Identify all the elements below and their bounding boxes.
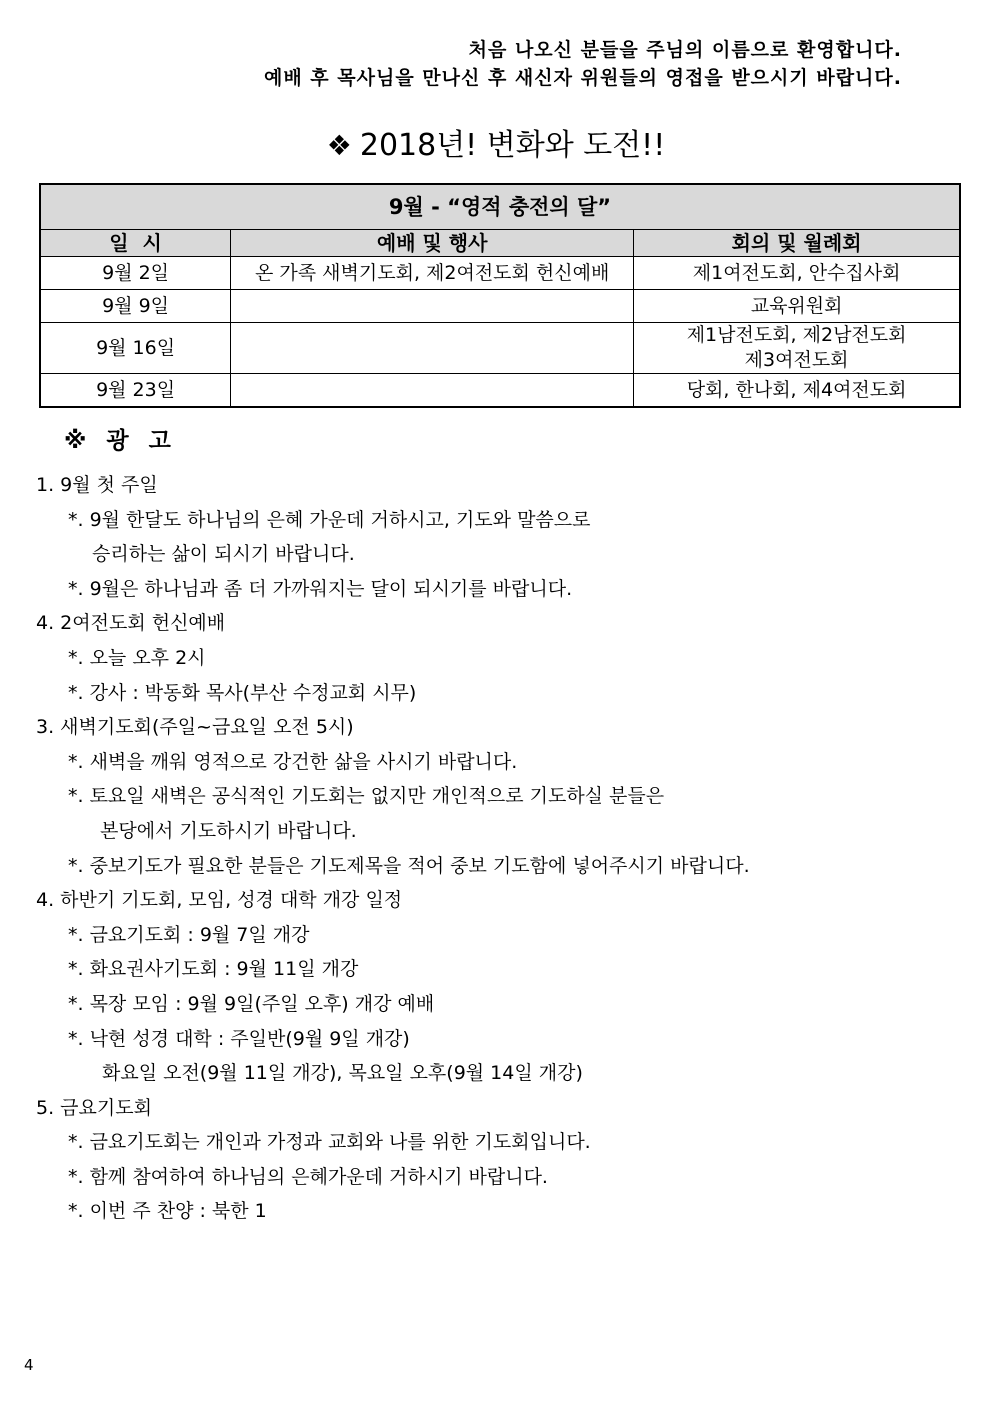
- row-date: 9월 16일: [40, 323, 231, 374]
- row-event: [231, 323, 634, 374]
- page-title-text: 2018년! 변화와 도전!!: [359, 128, 666, 163]
- list-item: *. 오늘 오후 2시: [68, 646, 206, 669]
- schedule-table: [39, 183, 961, 408]
- list-item-continuation: 승리하는 삶이 되시기 바랍니다.: [92, 543, 355, 566]
- schedule-column-headers: [40, 230, 960, 257]
- row-date: 9월 9일: [40, 290, 231, 323]
- welcome-line-2: 예배 후 목사님을 만나신 후 새신자 위원들의 영접을 받으시기 바랍니다.: [263, 67, 902, 89]
- list-item: *. 토요일 새벽은 공식적인 기도회는 없지만 개인적으로 기도하실 분들은: [68, 785, 665, 808]
- row-date: 9월 2일: [40, 257, 231, 290]
- row-meeting: [634, 323, 960, 374]
- welcome-message: [102, 36, 902, 92]
- section-title: 3. 새벽기도회(주일~금요일 오전 5시): [36, 716, 354, 739]
- month-title: 9월 - “영적 충전의 달”: [40, 184, 960, 230]
- page-number: 4: [24, 1356, 34, 1374]
- header-meeting: 회의 및 월례회: [634, 230, 960, 257]
- table-row: [40, 290, 960, 323]
- section-title: 5. 금요기도회: [36, 1096, 152, 1119]
- row-meeting: 당회, 한나회, 제4여전도회: [634, 374, 960, 408]
- list-item: *. 함께 참여하여 하나님의 은혜가운데 거하시기 바랍니다.: [68, 1165, 548, 1188]
- list-item: *. 낙현 성경 대학 : 주일반(9월 9일 개강): [68, 1027, 410, 1050]
- list-item: *. 목장 모임 : 9월 9일(주일 오후) 개강 예배: [68, 992, 435, 1015]
- list-item: *. 9월 한달도 하나님의 은혜 가운데 거하시고, 기도와 말씀으로: [68, 508, 591, 531]
- table-row: [40, 323, 960, 374]
- welcome-line-1: 처음 나오신 분들을 주님의 이름으로 환영합니다.: [468, 39, 902, 61]
- section-title: 4. 하반기 기도회, 모임, 성경 대학 개강 일정: [36, 889, 403, 912]
- list-item: *. 이번 주 찬양 : 북한 1: [68, 1200, 267, 1223]
- row-meeting: 교육위원회: [634, 290, 960, 323]
- header-event: 예배 및 행사: [231, 230, 634, 257]
- list-item: *. 금요기도회는 개인과 가정과 교회와 나를 위한 기도회입니다.: [68, 1131, 591, 1154]
- row-event: [231, 290, 634, 323]
- list-item: *. 새벽을 깨워 영적으로 강건한 삶을 사시기 바랍니다.: [68, 750, 518, 773]
- diamond-icon: ❖: [326, 129, 352, 162]
- header-date: 일 시: [40, 230, 231, 257]
- row-meeting-line-1: 제1남전도회, 제2남전도회: [686, 324, 907, 346]
- section-title: 4. 2여전도회 헌신예배: [36, 612, 226, 635]
- schedule-month-header: [40, 184, 960, 230]
- row-event: [231, 374, 634, 408]
- row-meeting: 제1여전도회, 안수집사회: [634, 257, 960, 290]
- list-item: *. 강사 : 박동화 목사(부산 수정교회 시무): [68, 681, 417, 704]
- section-title: 1. 9월 첫 주일: [36, 474, 158, 496]
- list-item: *. 화요권사기도회 : 9월 11일 개강: [68, 958, 359, 981]
- list-item-continuation: 화요일 오전(9월 11일 개강), 목요일 오후(9월 14일 개강): [102, 1062, 583, 1085]
- row-event: 온 가족 새벽기도회, 제2여전도회 헌신예배: [231, 257, 634, 290]
- announcements-list: [36, 468, 956, 1229]
- row-date: 9월 23일: [40, 374, 231, 408]
- table-row: [40, 257, 960, 290]
- list-item: *. 금요기도회 : 9월 7일 개강: [68, 923, 310, 946]
- page-title: [0, 120, 992, 164]
- table-row: [40, 374, 960, 408]
- list-item: *. 9월은 하나님과 좀 더 가까워지는 달이 되시기를 바랍니다.: [68, 577, 573, 600]
- list-item: *. 중보기도가 필요한 분들은 기도제목을 적어 중보 기도함에 넣어주시기 바랍니다.: [68, 854, 750, 877]
- announcements-heading: ※ 광 고: [64, 428, 177, 454]
- list-item-continuation: 본당에서 기도하시기 바랍니다.: [100, 819, 357, 842]
- row-meeting-line-2: 제3여전도회: [744, 349, 849, 371]
